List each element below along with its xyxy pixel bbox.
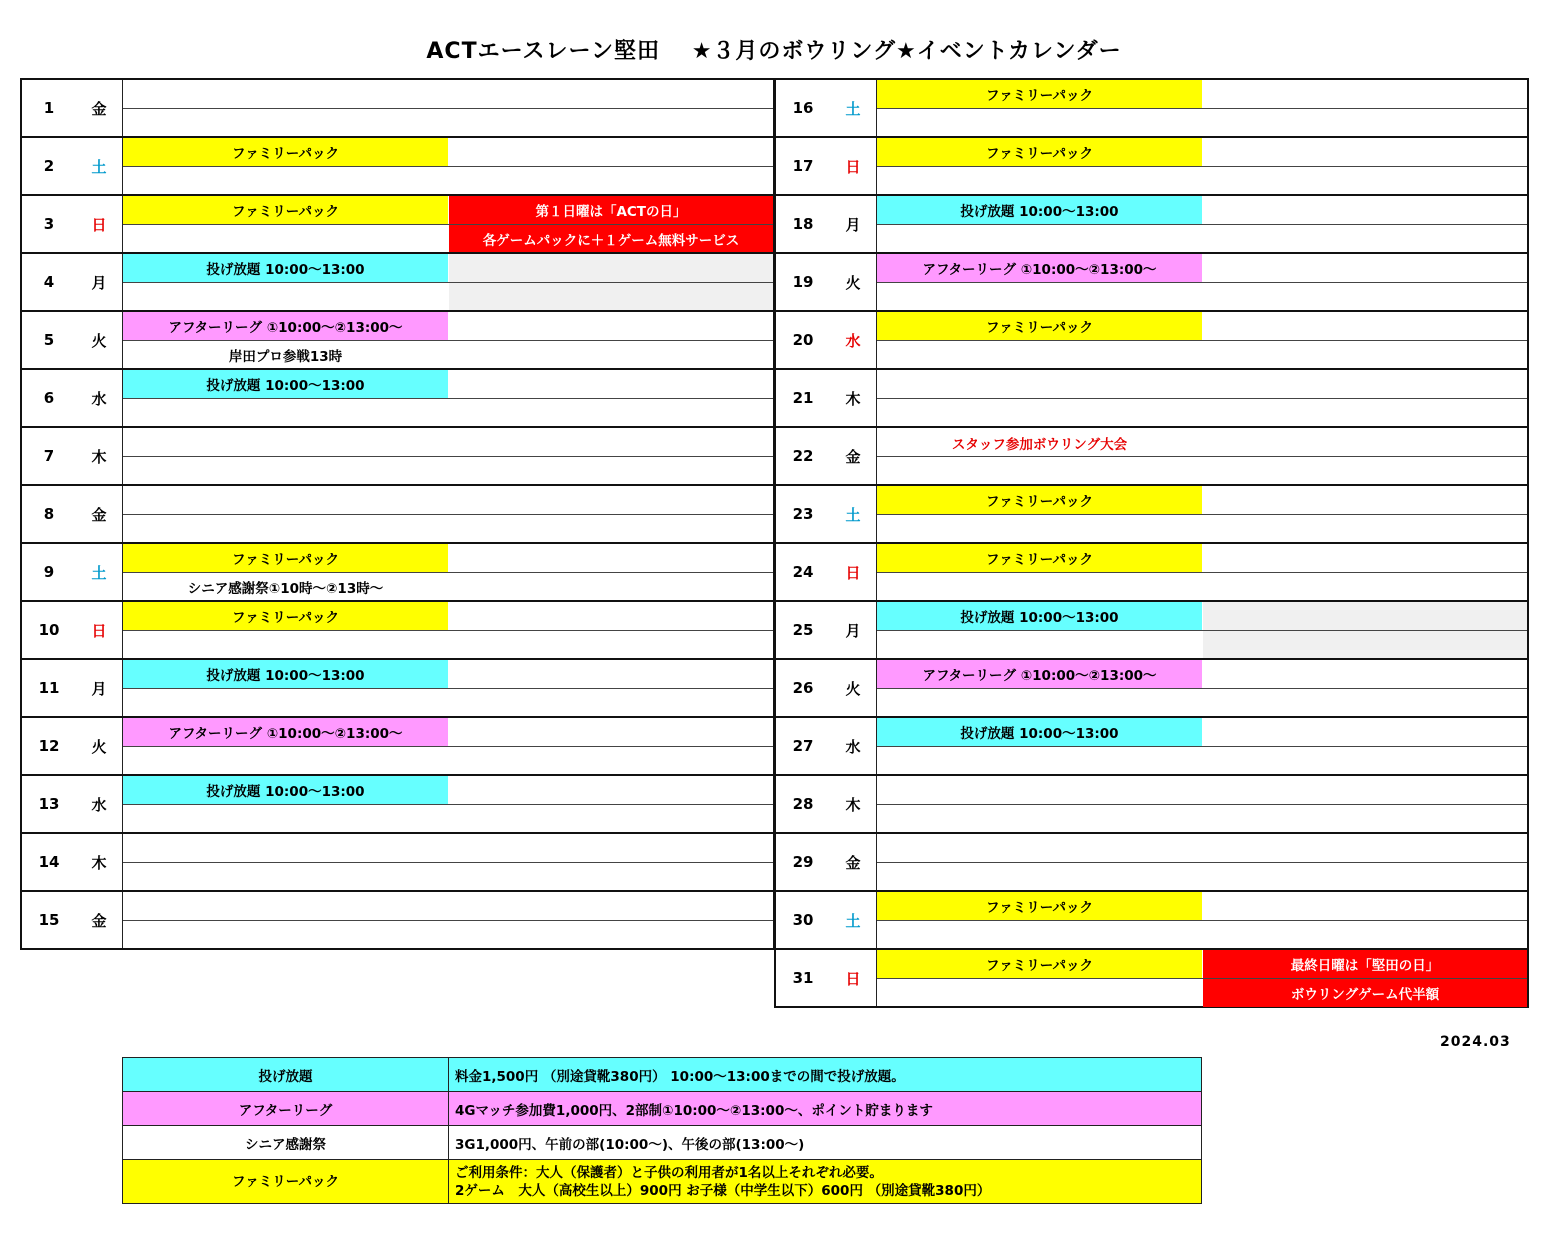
day-number: 6 [43,389,55,407]
event-family-pack: ファミリーパック [877,80,1202,108]
day-row-18 [774,194,1529,254]
weekday: 土 [845,99,861,118]
day-number: 21 [792,389,814,407]
day-number: 3 [43,215,55,233]
weekday: 火 [91,737,107,756]
day-row-20 [774,310,1529,370]
event-after-league: アフターリーグ ①10:00～②13:00～ [123,312,448,340]
weekday: 火 [91,331,107,350]
event-family-pack: ファミリーパック [877,950,1202,978]
day-row-26 [774,658,1529,718]
day-number: 14 [38,853,60,871]
day-number: 9 [43,563,55,581]
day-number: 4 [43,273,55,291]
event-katata-day: 最終日曜は「堅田の日」 [1203,950,1527,978]
event-senior-festival: シニア感謝祭①10時～②13時～ [187,581,384,597]
day-row-23 [774,484,1529,544]
day-number: 18 [792,215,814,233]
weekday: 日 [845,157,861,176]
event-family-pack: ファミリーパック [123,138,448,166]
weekday: 木 [91,447,107,466]
event-after-league: アフターリーグ ①10:00～②13:00～ [877,660,1202,688]
weekday: 金 [845,447,861,466]
day-row-16 [774,78,1529,138]
event-nagehoudai: 投げ放題 10:00～13:00 [877,196,1202,224]
day-number: 5 [43,331,55,349]
page-title: ACTエースレーン堅田 ★３月のボウリング★イベントカレンダー [426,39,1122,64]
weekday: 水 [845,737,861,756]
day-row-10 [20,600,775,660]
weekday: 月 [845,621,861,640]
day-number: 8 [43,505,55,523]
day-row-25 [774,600,1529,660]
event-family-pack: ファミリーパック [877,138,1202,166]
day-row-3 [20,194,775,254]
day-row-27 [774,716,1529,776]
legend-name: シニア感謝祭 [123,1126,449,1160]
closed-cell [1203,631,1527,659]
weekday: 火 [845,273,861,292]
event-family-pack: ファミリーパック [877,312,1202,340]
legend-table [122,1057,1202,1204]
weekday: 水 [91,389,107,408]
weekday: 水 [91,795,107,814]
event-family-pack: ファミリーパック [877,892,1202,920]
weekday: 水 [845,331,861,350]
event-nagehoudai: 投げ放題 10:00～13:00 [877,602,1202,630]
legend-row [123,1126,1202,1160]
weekday: 金 [91,911,107,930]
day-number: 17 [792,157,814,175]
event-staff-tournament: スタッフ参加ボウリング大会 [951,437,1128,453]
event-nagehoudai: 投げ放題 10:00～13:00 [123,660,448,688]
day-number: 15 [38,911,60,929]
event-after-league: アフターリーグ ①10:00～②13:00～ [123,718,448,746]
weekday: 火 [845,679,861,698]
legend-desc: 3G1,000円、午前の部(10:00～)、午後の部(13:00～) [449,1126,1202,1160]
day-row-11 [20,658,775,718]
day-number: 22 [792,447,814,465]
day-row-31 [774,948,1529,1008]
day-number: 23 [792,505,814,523]
closed-cell [1203,602,1527,630]
day-row-29 [774,832,1529,892]
day-number: 28 [792,795,814,813]
legend-desc-line: ご利用条件：大人（保護者）と子供の利用者が1名以上それぞれ必要。 [455,1164,883,1181]
legend-name: 投げ放題 [123,1058,449,1092]
closed-cell [449,254,773,282]
weekday: 日 [91,621,107,640]
weekday: 金 [91,505,107,524]
day-row-6 [20,368,775,428]
day-row-2 [20,136,775,196]
weekday: 日 [845,969,861,988]
day-number: 7 [43,447,55,465]
weekday: 木 [91,853,107,872]
day-row-24 [774,542,1529,602]
day-number: 26 [792,679,814,697]
weekday: 金 [845,853,861,872]
weekday: 土 [845,505,861,524]
event-nagehoudai: 投げ放題 10:00～13:00 [123,776,448,804]
day-row-4 [20,252,775,312]
day-row-22 [774,426,1529,486]
closed-cell [449,283,773,311]
legend-row [123,1160,1202,1204]
event-katata-day-detail: ボウリングゲーム代半額 [1203,979,1527,1007]
day-number: 29 [792,853,814,871]
weekday: 日 [845,563,861,582]
day-row-17 [774,136,1529,196]
day-row-9 [20,542,775,602]
day-number: 30 [792,911,814,929]
day-number: 11 [38,679,60,697]
event-after-league: アフターリーグ ①10:00～②13:00～ [877,254,1202,282]
day-row-8 [20,484,775,544]
legend-desc-line: 2ゲーム 大人（高校生以上）900円 お子様（中学生以下）600円 （別途貸靴380円） [455,1182,991,1199]
weekday: 土 [845,911,861,930]
calendar-left-column [20,78,775,950]
day-row-14 [20,832,775,892]
day-row-21 [774,368,1529,428]
day-row-12 [20,716,775,776]
legend-name: アフターリーグ [123,1092,449,1126]
day-number: 27 [792,737,814,755]
legend-row [123,1092,1202,1126]
weekday: 月 [91,679,107,698]
day-row-28 [774,774,1529,834]
weekday: 金 [91,99,107,118]
event-family-pack: ファミリーパック [123,602,448,630]
day-number: 20 [792,331,814,349]
version-label: 2024.03 [1440,1034,1511,1050]
event-act-day-detail: 各ゲームパックに＋１ゲーム無料サービス [449,225,773,253]
legend-desc: 料金1,500円 （別途貸靴380円） 10:00～13:00までの間で投げ放題。 [449,1058,1202,1092]
weekday: 木 [845,389,861,408]
day-number: 12 [38,737,60,755]
day-number: 16 [792,99,814,117]
day-row-1 [20,78,775,138]
day-row-7 [20,426,775,486]
event-act-day: 第１日曜は「ACTの日」 [449,196,773,224]
weekday: 日 [91,215,107,234]
event-nagehoudai: 投げ放題 10:00～13:00 [877,718,1202,746]
day-row-13 [20,774,775,834]
calendar-right-column [774,78,1529,1008]
weekday: 月 [91,273,107,292]
day-number: 1 [43,99,55,117]
event-nagehoudai: 投げ放題 10:00～13:00 [123,370,448,398]
day-number: 19 [792,273,814,291]
legend-name: ファミリーパック [123,1160,449,1204]
day-number: 2 [43,157,55,175]
weekday: 土 [91,563,107,582]
day-number: 31 [792,969,814,987]
day-row-30 [774,890,1529,950]
event-family-pack: ファミリーパック [877,486,1202,514]
legend-row [123,1058,1202,1092]
legend-desc [449,1160,1202,1204]
day-row-15 [20,890,775,950]
event-family-pack: ファミリーパック [123,196,448,224]
day-number: 24 [792,563,814,581]
event-family-pack: ファミリーパック [877,544,1202,572]
weekday: 土 [91,157,107,176]
day-row-5 [20,310,775,370]
day-number: 25 [792,621,814,639]
event-note: 岸田プロ参戦13時 [228,349,343,365]
day-row-19 [774,252,1529,312]
event-family-pack: ファミリーパック [123,544,448,572]
day-number: 13 [38,795,60,813]
legend-desc: 4Gマッチ参加費1,000円、2部制①10:00～②13:00～、ポイント貯まります [449,1092,1202,1126]
day-number: 10 [38,621,60,639]
event-nagehoudai: 投げ放題 10:00～13:00 [123,254,448,282]
weekday: 月 [845,215,861,234]
weekday: 木 [845,795,861,814]
